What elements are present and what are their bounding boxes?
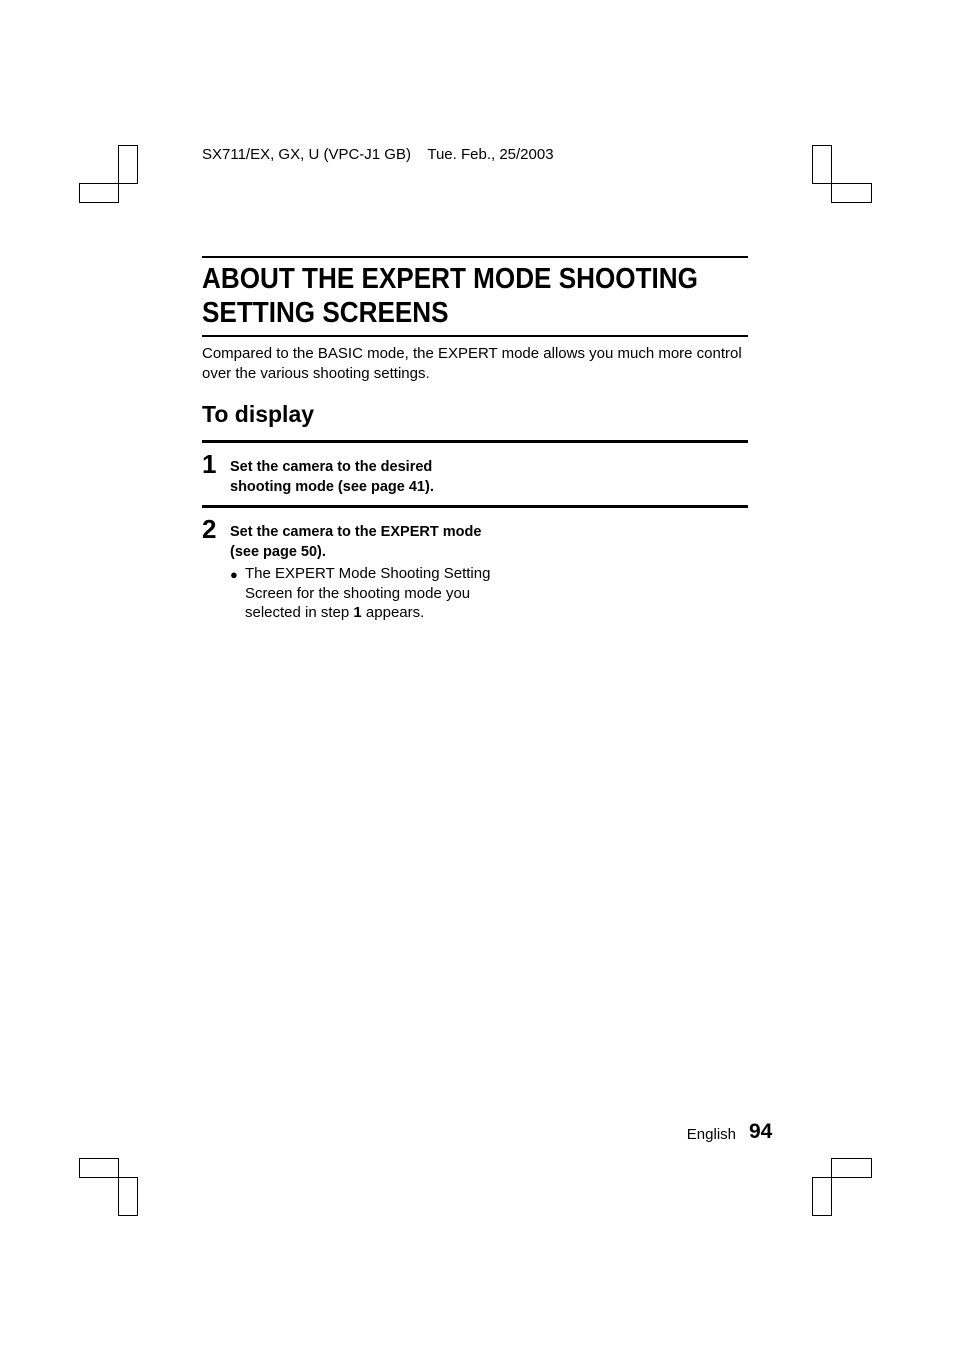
bullet-line-3-pre: selected in step — [245, 604, 354, 621]
title-bottom-rule — [202, 335, 748, 337]
crop-mark-bottom-left-horizontal — [79, 1158, 119, 1178]
page-title-line-1: ABOUT THE EXPERT MODE SHOOTING — [202, 263, 698, 295]
step-1-text-line-2: shooting mode (see page 41). — [230, 478, 434, 495]
section-heading-rule — [202, 440, 748, 443]
bullet-line-1: The EXPERT Mode Shooting Setting — [245, 565, 491, 582]
crop-mark-top-left-vertical — [118, 145, 138, 184]
section-heading: To display — [202, 401, 315, 427]
step-2-text — [230, 523, 530, 562]
title-top-rule — [202, 256, 748, 258]
page-number: 94 — [749, 1120, 773, 1143]
step-2-text-line-2: (see page 50). — [230, 543, 326, 560]
bullet-line-3-post: appears. — [361, 604, 425, 621]
step-1-text — [230, 458, 530, 497]
step-2-number: 2 — [202, 514, 217, 544]
step-divider — [202, 505, 748, 508]
step-1-text-line-1: Set the camera to the desired — [230, 459, 433, 475]
crop-mark-bottom-left-vertical — [118, 1177, 138, 1216]
page-title — [202, 262, 698, 330]
bullet-step-ref: 1 — [353, 604, 362, 621]
crop-mark-bottom-right-horizontal — [831, 1158, 872, 1178]
step-2-bullet-text — [245, 564, 525, 623]
step-1-number: 1 — [202, 449, 217, 479]
header-model: SX711/EX, GX, U (VPC-J1 GB) — [202, 146, 411, 163]
bullet-icon: ● — [230, 567, 238, 582]
header-date: Tue. Feb., 25/2003 — [427, 146, 554, 163]
bullet-line-2: Screen for the shooting mode you — [245, 584, 471, 602]
crop-mark-top-left-horizontal — [79, 183, 119, 203]
print-header — [202, 146, 554, 163]
step-2-text-line-1: Set the camera to the EXPERT mode — [230, 524, 482, 540]
crop-mark-top-right-vertical — [812, 145, 832, 184]
intro-paragraph: Compared to the BASIC mode, the EXPERT mode allows you much more control over the various shooting settings. — [202, 345, 742, 382]
footer-language: English — [686, 1126, 736, 1143]
bullet-line-3 — [245, 603, 525, 623]
page-title-line-2: SETTING SCREENS — [202, 297, 449, 329]
crop-mark-top-right-horizontal — [831, 183, 872, 203]
crop-mark-bottom-right-vertical — [812, 1177, 832, 1216]
